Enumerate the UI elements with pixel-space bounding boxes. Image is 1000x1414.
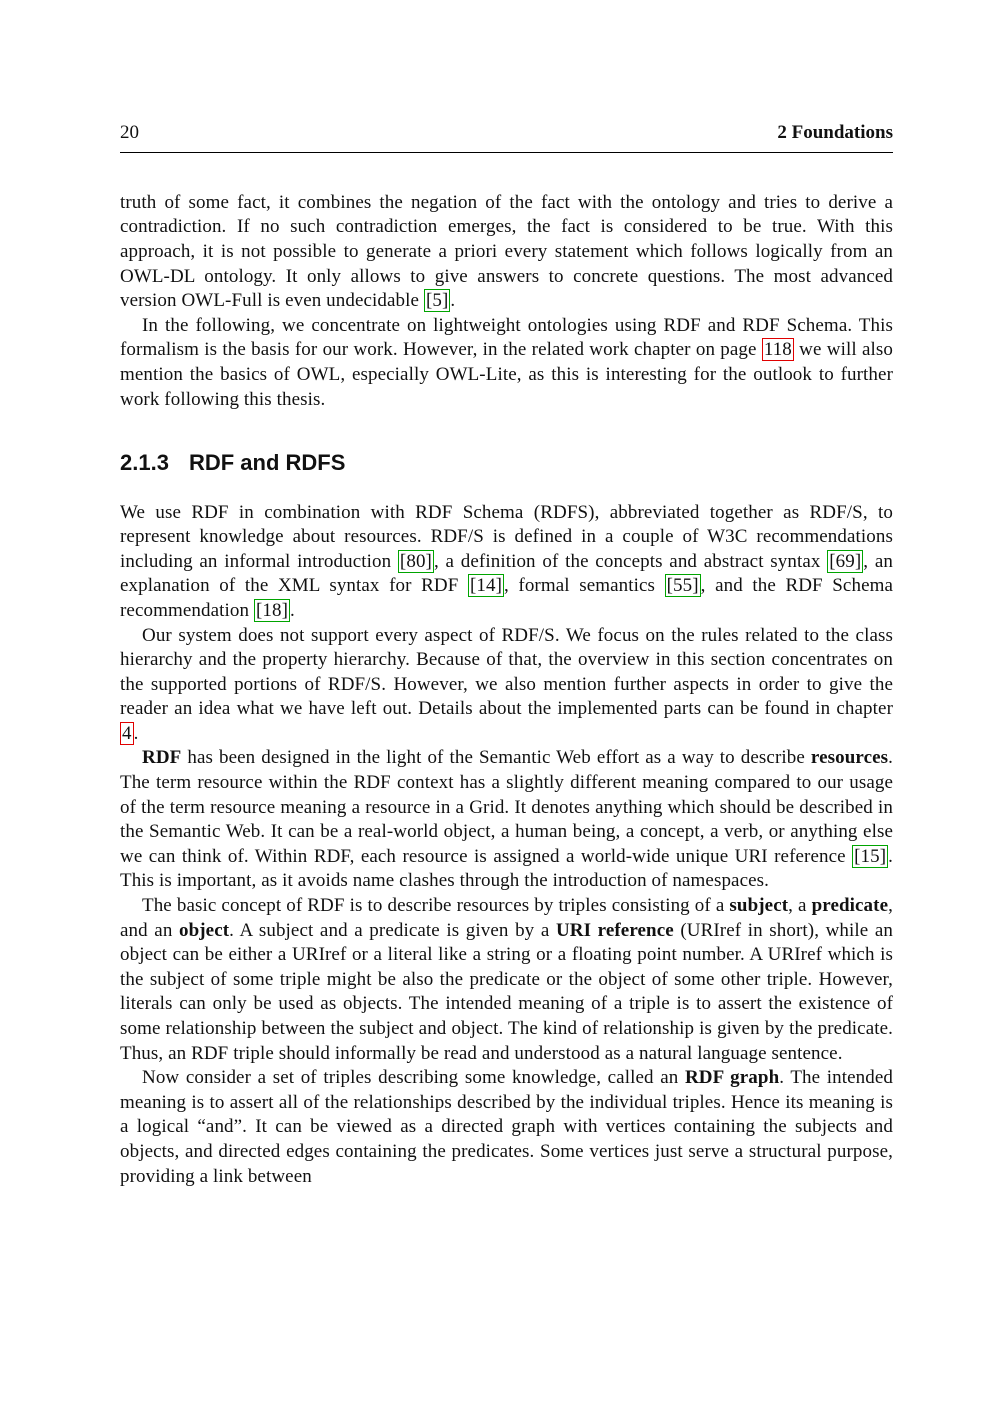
citation-link[interactable]: [69] <box>829 550 862 572</box>
text-run: , and the RDF Schema recommendation <box>120 575 894 621</box>
bold-text: subject <box>729 895 789 917</box>
bold-text: RDF <box>142 747 182 769</box>
text-run: . <box>450 290 456 312</box>
paragraph <box>120 624 893 747</box>
text-run: The basic concept of RDF is to describe resources by triples consisting of a <box>142 895 730 917</box>
citation-link[interactable]: [14] <box>469 575 502 597</box>
bold-text: URI reference <box>555 919 674 941</box>
paragraph <box>120 746 893 894</box>
text-run: , a definition of the concepts and abstract syntax <box>433 550 828 572</box>
document-body <box>120 191 893 1189</box>
text-run: . The term resource within the RDF context has a slightly different meaning compared to our usage of the term resource meaning a resource in a Grid. It denotes anything which should be described in the Semantic Web. It can be a real-world object, a human being, a concept, a verb, or anything else we can think of. Within RDF, each resource is assigned a world-wide unique URI reference <box>120 747 893 867</box>
paragraph <box>120 191 893 314</box>
text-run: Our system does not support every aspect of RDF/S. We focus on the rules related to the class hierarchy and the property hierarchy. Because of that, the overview in this section concentrates on the supported portions of RDF/S. However, we also mention further aspects in order to give the reader an idea what we have left out. Details about the implemented parts can be found in chapter <box>120 624 893 720</box>
text-run: truth of some fact, it combines the negation of the fact with the ontology and tries to derive a contradiction. If no such contradiction emerges, the fact is considered to be true. With this approach, it is not possible to generate a priori every statement which follows logically from an OWL-DL ontology. It only allows to give answers to concrete questions. The most advanced version OWL-Full is even undecidable <box>120 191 893 312</box>
paragraph <box>120 1066 893 1189</box>
citation-link[interactable]: [18] <box>255 599 288 621</box>
page-number: 20 <box>120 122 139 143</box>
citation-link[interactable]: [80] <box>399 550 432 572</box>
text-run: , formal semantics <box>504 575 665 597</box>
bold-text: resources <box>810 747 889 769</box>
citation-link[interactable]: [15] <box>854 845 887 867</box>
paragraph <box>120 894 893 1066</box>
text-run: , an explanation of the XML syntax for RDF <box>120 550 893 597</box>
paragraph <box>120 501 893 624</box>
chapter-running-title: 2 Foundations <box>777 122 893 143</box>
text-run: . The intended meaning is to assert all of the relationships described by the individual triples. Hence its meaning is a logical “and”. It can be viewed as a directed graph with vertices containing the subjects and objects, and directed edges containing the predicates. Some vertices just serve a structural purpose, providing a link between <box>120 1067 894 1187</box>
page-reference-link[interactable]: 4 <box>122 722 132 744</box>
text-run: . <box>133 722 139 744</box>
text-run: . A subject and a predicate is given by a <box>229 919 556 941</box>
text-run: has been designed in the light of the Semantic Web effort as a way to describe <box>181 747 811 769</box>
bold-text: RDF graph <box>684 1067 780 1089</box>
text-run: . <box>290 599 295 621</box>
text-run: , and an <box>120 895 893 941</box>
citation-link[interactable]: [5] <box>425 290 449 312</box>
section-number: 2.1.3 <box>120 450 169 476</box>
page-reference-link[interactable]: 118 <box>763 339 792 361</box>
bold-text: predicate <box>811 895 889 917</box>
text-run: We use RDF in combination with RDF Schema (RDFS), abbreviated together as RDF/S, to represent knowledge about resources. RDF/S is defined in a couple of W3C recommendations including an informal introduction <box>120 501 893 572</box>
text-run: . This is important, as it avoids name clashes through the introduction of namespaces. <box>120 845 893 892</box>
page-header <box>120 122 893 153</box>
text-run: (URIref in short), while an object can be either a URIref or a literal like a string or a floating point number. A URIref which is the subject of some triple might be also the predicate or the object of some other triple. However, literals can only be used as objects. The intended meaning of a triple is to assert the existence of some relationship between the subject and object. The kind of relationship is given by the predicate. Thus, an RDF triple should informally be read and understood as a natural language sentence. <box>120 919 893 1064</box>
section-title: RDF and RDFS <box>188 450 346 476</box>
bold-text: object <box>178 919 230 941</box>
text-run: Now consider a set of triples describing some knowledge, called an <box>142 1067 685 1089</box>
section-heading <box>120 450 893 476</box>
text-run: In the following, we concentrate on lightweight ontologies using RDF and RDF Schema. This formalism is the basis for our work. However, in the related work chapter on page <box>120 314 893 361</box>
text-run: , a <box>788 895 812 917</box>
citation-link[interactable]: [55] <box>666 575 699 597</box>
text-run: we will also mention the basics of OWL, especially OWL-Lite, as this is interesting for the outlook to further work following this thesis. <box>120 339 893 410</box>
paragraph <box>120 314 893 412</box>
